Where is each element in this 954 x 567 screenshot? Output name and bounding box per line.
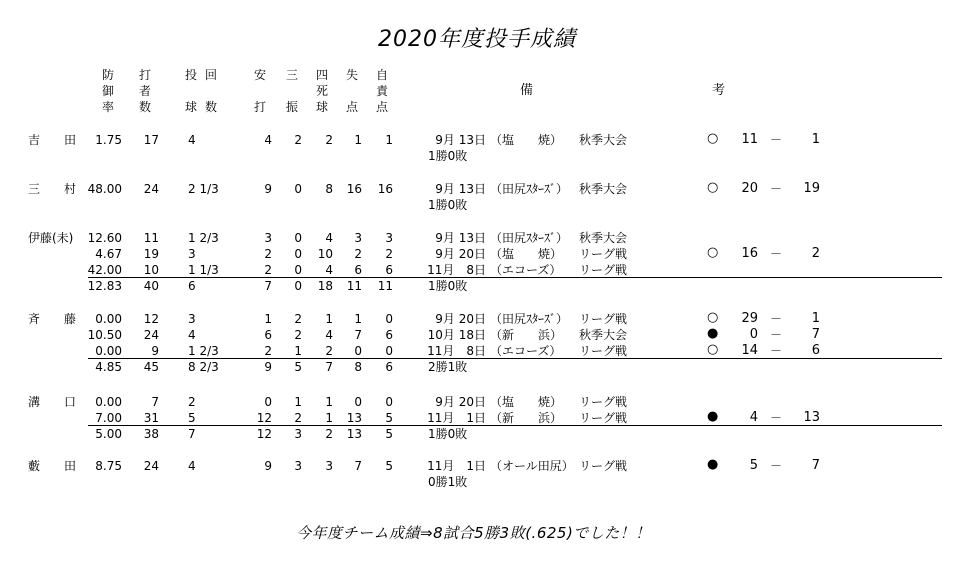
game-row-walks: 8 bbox=[325, 182, 333, 196]
pitcher-name: 伊藤(未) bbox=[28, 231, 74, 245]
game-row-earned-runs: 0 bbox=[385, 395, 393, 409]
game-row-strikeouts: 2 bbox=[294, 312, 302, 326]
game-row-innings: 2 bbox=[188, 395, 196, 409]
total-row-earned-runs: 6 bbox=[385, 360, 393, 374]
score-dash: － bbox=[769, 247, 782, 261]
total-row-batters-faced: 38 bbox=[143, 427, 159, 441]
game-row-runs: 3 bbox=[354, 231, 362, 245]
win-marker: ○ bbox=[707, 342, 719, 357]
total-row-era: 5.00 bbox=[95, 427, 122, 441]
game-row-innings: 5 bbox=[188, 411, 196, 425]
game-competition: 秋季大会 bbox=[579, 133, 628, 147]
score-dash: － bbox=[769, 411, 782, 425]
header-notes: 備 bbox=[520, 83, 534, 98]
score-opponent: 1 bbox=[811, 311, 820, 326]
game-opponent: （田尻ｽﾀｰｽﾞ） bbox=[490, 312, 569, 326]
game-row-walks: 4 bbox=[325, 328, 333, 342]
game-row-innings: 3 bbox=[188, 312, 196, 326]
game-opponent: （田尻ｽﾀｰｽﾞ） bbox=[490, 231, 569, 245]
total-row-walks: 2 bbox=[325, 427, 333, 441]
game-row-strikeouts: 0 bbox=[294, 182, 302, 196]
header-so-char: 振 bbox=[285, 100, 298, 114]
game-row-innings: 1 2/3 bbox=[188, 344, 219, 358]
game-row-batters-faced: 10 bbox=[143, 263, 159, 277]
game-row-strikeouts: 0 bbox=[294, 263, 302, 277]
game-row-strikeouts: 0 bbox=[294, 231, 302, 245]
game-row-era: 8.75 bbox=[95, 459, 122, 473]
game-opponent: （塩 焼） bbox=[490, 247, 563, 261]
header-r-char: 点 bbox=[345, 100, 358, 114]
pitcher-name: 藪 田 bbox=[28, 459, 77, 473]
total-row-era: 4.85 bbox=[95, 360, 122, 374]
game-row-earned-runs: 0 bbox=[385, 344, 393, 358]
game-row-earned-runs: 6 bbox=[385, 328, 393, 342]
win-marker: ○ bbox=[707, 310, 719, 325]
game-row-batters-faced: 24 bbox=[143, 182, 159, 196]
total-row-innings: 7 bbox=[188, 427, 196, 441]
game-row-earned-runs: 6 bbox=[385, 263, 393, 277]
score-own: 11 bbox=[741, 132, 758, 147]
game-opponent: （塩 焼） bbox=[490, 133, 563, 147]
header-era-char: 御 bbox=[101, 84, 114, 98]
game-opponent: （塩 焼） bbox=[490, 395, 563, 409]
game-row-innings: 4 bbox=[188, 328, 196, 342]
loss-marker: ● bbox=[707, 457, 719, 472]
header-h-char: 安 bbox=[253, 68, 266, 82]
header-bb-char: 球 bbox=[315, 100, 328, 114]
total-row-walks: 18 bbox=[317, 279, 333, 293]
header-np-a-char: 球 bbox=[184, 100, 197, 114]
game-row-era: 7.00 bbox=[95, 411, 122, 425]
game-row-walks: 4 bbox=[325, 263, 333, 277]
game-row-batters-faced: 31 bbox=[143, 411, 159, 425]
game-row-innings: 1 1/3 bbox=[188, 263, 219, 277]
score-opponent: 13 bbox=[803, 410, 820, 425]
win-loss-record: 1勝0敗 bbox=[428, 198, 468, 212]
game-competition: リーグ戦 bbox=[579, 344, 628, 358]
score-opponent: 19 bbox=[803, 181, 820, 196]
game-competition: リーグ戦 bbox=[579, 247, 628, 261]
game-row-era: 1.75 bbox=[95, 133, 122, 147]
game-row-era: 12.60 bbox=[87, 231, 122, 245]
game-row-runs: 0 bbox=[354, 395, 362, 409]
header-era-char: 率 bbox=[101, 100, 114, 114]
win-marker: ○ bbox=[707, 131, 719, 146]
game-date: 9月 20日 bbox=[435, 247, 486, 261]
total-row-runs: 13 bbox=[346, 427, 362, 441]
game-row-hits: 12 bbox=[256, 411, 272, 425]
header-r-char: 失 bbox=[345, 68, 358, 82]
win-marker: ○ bbox=[707, 245, 719, 260]
game-row-strikeouts: 2 bbox=[294, 328, 302, 342]
score-own: 0 bbox=[749, 327, 758, 342]
total-row-runs: 8 bbox=[354, 360, 362, 374]
game-competition: リーグ戦 bbox=[579, 312, 628, 326]
win-loss-record: 2勝1敗 bbox=[428, 360, 468, 374]
total-divider bbox=[88, 277, 942, 278]
score-own: 16 bbox=[741, 246, 758, 261]
score-dash: － bbox=[769, 344, 782, 358]
game-row-batters-faced: 19 bbox=[143, 247, 159, 261]
game-date: 9月 13日 bbox=[435, 133, 486, 147]
score-dash: － bbox=[769, 328, 782, 342]
total-row-runs: 11 bbox=[346, 279, 362, 293]
game-opponent: （新 浜） bbox=[490, 328, 563, 342]
game-row-era: 4.67 bbox=[95, 247, 122, 261]
game-opponent: （新 浜） bbox=[490, 411, 563, 425]
game-row-era: 0.00 bbox=[95, 312, 122, 326]
header-bf-char: 打 bbox=[138, 68, 151, 82]
game-row-era: 0.00 bbox=[95, 344, 122, 358]
score-own: 4 bbox=[749, 410, 758, 425]
game-row-earned-runs: 0 bbox=[385, 312, 393, 326]
game-row-walks: 2 bbox=[325, 344, 333, 358]
total-row-strikeouts: 0 bbox=[294, 279, 302, 293]
total-row-hits: 9 bbox=[264, 360, 272, 374]
game-row-strikeouts: 2 bbox=[294, 411, 302, 425]
game-row-runs: 7 bbox=[354, 459, 362, 473]
total-row-strikeouts: 3 bbox=[294, 427, 302, 441]
total-row-earned-runs: 5 bbox=[385, 427, 393, 441]
game-row-strikeouts: 2 bbox=[294, 133, 302, 147]
header-era-char: 防 bbox=[101, 68, 114, 82]
header-bb-char: 四 bbox=[315, 68, 328, 82]
score-opponent: 2 bbox=[811, 246, 820, 261]
game-row-earned-runs: 3 bbox=[385, 231, 393, 245]
header-bf-char: 数 bbox=[138, 100, 151, 114]
pitcher-name: 斉 藤 bbox=[28, 312, 77, 326]
win-loss-record: 0勝1敗 bbox=[428, 475, 468, 489]
score-opponent: 7 bbox=[811, 327, 820, 342]
game-row-batters-faced: 9 bbox=[151, 344, 159, 358]
game-date: 9月 20日 bbox=[435, 395, 486, 409]
game-row-innings: 2 1/3 bbox=[188, 182, 219, 196]
game-row-earned-runs: 16 bbox=[377, 182, 393, 196]
game-row-hits: 6 bbox=[264, 328, 272, 342]
game-opponent: （田尻ｽﾀｰｽﾞ） bbox=[490, 182, 569, 196]
pitcher-name: 吉 田 bbox=[28, 133, 77, 147]
game-row-batters-faced: 24 bbox=[143, 328, 159, 342]
game-competition: 秋季大会 bbox=[579, 328, 628, 342]
game-row-runs: 16 bbox=[346, 182, 362, 196]
loss-marker: ● bbox=[707, 326, 719, 341]
loss-marker: ● bbox=[707, 409, 719, 424]
game-opponent: （エコーズ） bbox=[490, 263, 562, 277]
game-competition: 秋季大会 bbox=[579, 182, 628, 196]
header-bf-char: 者 bbox=[138, 84, 151, 98]
game-date: 9月 20日 bbox=[435, 312, 486, 326]
game-row-walks: 10 bbox=[317, 247, 333, 261]
game-competition: リーグ戦 bbox=[579, 263, 628, 277]
score-own: 29 bbox=[741, 311, 758, 326]
game-row-strikeouts: 1 bbox=[294, 395, 302, 409]
total-row-hits: 12 bbox=[256, 427, 272, 441]
total-row-strikeouts: 5 bbox=[294, 360, 302, 374]
game-row-earned-runs: 5 bbox=[385, 411, 393, 425]
game-competition: リーグ戦 bbox=[579, 459, 628, 473]
game-row-walks: 2 bbox=[325, 133, 333, 147]
game-row-innings: 4 bbox=[188, 133, 196, 147]
game-opponent: （オール田尻） bbox=[490, 459, 574, 473]
game-row-batters-faced: 11 bbox=[143, 231, 159, 245]
game-row-hits: 0 bbox=[264, 395, 272, 409]
game-row-strikeouts: 1 bbox=[294, 344, 302, 358]
header-so-char: 三 bbox=[285, 68, 298, 82]
game-row-hits: 2 bbox=[264, 263, 272, 277]
header-remarks: 考 bbox=[712, 83, 726, 98]
game-row-innings: 4 bbox=[188, 459, 196, 473]
game-row-hits: 3 bbox=[264, 231, 272, 245]
game-date: 11月 1日 bbox=[427, 459, 486, 473]
game-row-innings: 1 2/3 bbox=[188, 231, 219, 245]
header-er-char: 自 bbox=[375, 68, 388, 82]
page-title: 2020年度投手成績 bbox=[378, 27, 576, 52]
game-date: 11月 8日 bbox=[427, 263, 486, 277]
header-np-b-char: 数 bbox=[204, 100, 217, 114]
game-row-batters-faced: 17 bbox=[143, 133, 159, 147]
game-date: 9月 13日 bbox=[435, 182, 486, 196]
win-loss-record: 1勝0敗 bbox=[428, 149, 468, 163]
game-row-innings: 3 bbox=[188, 247, 196, 261]
win-loss-record: 1勝0敗 bbox=[428, 427, 468, 441]
total-divider bbox=[88, 425, 942, 426]
game-row-hits: 9 bbox=[264, 459, 272, 473]
score-opponent: 7 bbox=[811, 458, 820, 473]
score-own: 5 bbox=[749, 458, 758, 473]
game-row-hits: 4 bbox=[264, 133, 272, 147]
game-row-batters-faced: 24 bbox=[143, 459, 159, 473]
score-own: 14 bbox=[741, 343, 758, 358]
total-row-batters-faced: 40 bbox=[143, 279, 159, 293]
total-row-era: 12.83 bbox=[87, 279, 122, 293]
game-row-runs: 0 bbox=[354, 344, 362, 358]
game-row-runs: 13 bbox=[346, 411, 362, 425]
game-competition: リーグ戦 bbox=[579, 411, 628, 425]
score-opponent: 1 bbox=[811, 132, 820, 147]
total-row-earned-runs: 11 bbox=[377, 279, 393, 293]
header-h-char: 打 bbox=[253, 100, 266, 114]
score-opponent: 6 bbox=[811, 343, 820, 358]
win-marker: ○ bbox=[707, 180, 719, 195]
game-row-runs: 2 bbox=[354, 247, 362, 261]
score-dash: － bbox=[769, 459, 782, 473]
game-row-walks: 4 bbox=[325, 231, 333, 245]
total-row-innings: 6 bbox=[188, 279, 196, 293]
total-row-hits: 7 bbox=[264, 279, 272, 293]
game-row-era: 0.00 bbox=[95, 395, 122, 409]
score-own: 20 bbox=[741, 181, 758, 196]
game-row-runs: 6 bbox=[354, 263, 362, 277]
game-date: 11月 1日 bbox=[427, 411, 486, 425]
game-row-runs: 1 bbox=[354, 133, 362, 147]
header-np-b-char: 回 bbox=[204, 68, 217, 82]
game-row-walks: 1 bbox=[325, 395, 333, 409]
game-row-strikeouts: 0 bbox=[294, 247, 302, 261]
total-row-batters-faced: 45 bbox=[143, 360, 159, 374]
game-row-walks: 1 bbox=[325, 312, 333, 326]
game-row-era: 10.50 bbox=[87, 328, 122, 342]
game-row-earned-runs: 1 bbox=[385, 133, 393, 147]
game-date: 10月 18日 bbox=[427, 328, 486, 342]
game-row-strikeouts: 3 bbox=[294, 459, 302, 473]
pitcher-name: 溝 口 bbox=[28, 395, 77, 409]
game-row-hits: 9 bbox=[264, 182, 272, 196]
game-row-batters-faced: 12 bbox=[143, 312, 159, 326]
game-competition: 秋季大会 bbox=[579, 231, 628, 245]
game-row-batters-faced: 7 bbox=[151, 395, 159, 409]
header-er-char: 責 bbox=[375, 84, 388, 98]
score-dash: － bbox=[769, 312, 782, 326]
team-summary: 今年度チーム成績⇒8試合5勝3敗(.625)でした！！ bbox=[296, 524, 651, 542]
total-row-innings: 8 2/3 bbox=[188, 360, 219, 374]
game-row-runs: 7 bbox=[354, 328, 362, 342]
game-date: 11月 8日 bbox=[427, 344, 486, 358]
header-np-a-char: 投 bbox=[184, 68, 197, 82]
game-competition: リーグ戦 bbox=[579, 395, 628, 409]
game-row-walks: 1 bbox=[325, 411, 333, 425]
game-row-earned-runs: 2 bbox=[385, 247, 393, 261]
pitcher-name: 三 村 bbox=[28, 182, 77, 196]
score-dash: － bbox=[769, 182, 782, 196]
header-bb-char: 死 bbox=[315, 84, 328, 98]
game-row-runs: 1 bbox=[354, 312, 362, 326]
game-row-era: 42.00 bbox=[87, 263, 122, 277]
score-dash: － bbox=[769, 133, 782, 147]
game-row-hits: 1 bbox=[264, 312, 272, 326]
game-opponent: （エコーズ） bbox=[490, 344, 562, 358]
game-row-hits: 2 bbox=[264, 344, 272, 358]
header-er-char: 点 bbox=[375, 100, 388, 114]
game-date: 9月 13日 bbox=[435, 231, 486, 245]
game-row-walks: 3 bbox=[325, 459, 333, 473]
total-row-walks: 7 bbox=[325, 360, 333, 374]
game-row-era: 48.00 bbox=[87, 182, 122, 196]
win-loss-record: 1勝0敗 bbox=[428, 279, 468, 293]
game-row-earned-runs: 5 bbox=[385, 459, 393, 473]
game-row-hits: 2 bbox=[264, 247, 272, 261]
